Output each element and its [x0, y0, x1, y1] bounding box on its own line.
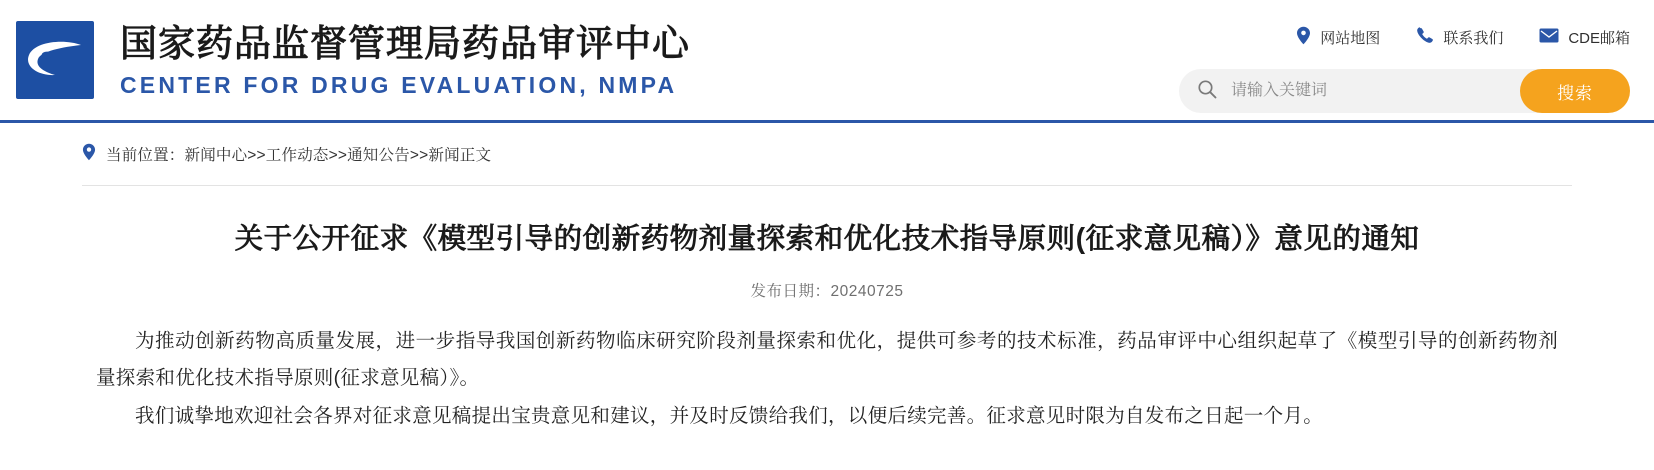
phone-icon: [1416, 26, 1434, 48]
page-title: 关于公开征求《模型引导的创新药物剂量探索和优化技术指导原则(征求意见稿）》意见的通知: [234, 223, 1420, 255]
site-title-block: [120, 21, 690, 98]
site-header: [0, 0, 1654, 123]
toplink-label: 网站地图: [1320, 29, 1381, 47]
site-title-cn: 国家药品监督管理局药品审评中心: [120, 23, 690, 65]
cde-swoosh-logo-icon[interactable]: [16, 21, 94, 99]
article: [0, 218, 1654, 435]
toplink-label: 联系我们: [1443, 29, 1504, 47]
breadcrumb: [0, 123, 1654, 185]
toplink-contact[interactable]: [1416, 26, 1503, 48]
toplink-sitemap[interactable]: [1296, 26, 1380, 49]
mail-icon: [1539, 28, 1559, 47]
search-button[interactable]: 搜索: [1520, 69, 1630, 113]
article-paragraph: 为推动创新药物高质量发展，进一步指导我国创新药物临床研究阶段剂量探索和优化，提供可参考的技术标准，药品审评中心组织起草了《模型引导的创新药物剂量探索和优化技术指导原则(征求意见稿）》。: [96, 329, 1558, 390]
search-input-wrap[interactable]: [1179, 69, 1542, 113]
top-links: [1130, 0, 1630, 66]
search-bar: [1130, 68, 1630, 114]
breadcrumb-divider: [82, 185, 1572, 186]
swoosh-icon: [25, 41, 85, 79]
article-paragraph: 我们诚挚地欢迎社会各界对征求意见稿提出宝贵意见和建议，并及时反馈给我们，以便后续完善。征求意见时限为自发布之日起一个月。: [135, 404, 1324, 427]
search-input[interactable]: [1229, 81, 1513, 101]
location-pin-icon: [1296, 26, 1311, 49]
location-pin-icon: [82, 143, 96, 166]
article-body: [96, 323, 1558, 435]
search-icon: [1197, 79, 1217, 104]
toplink-email[interactable]: [1539, 27, 1630, 48]
publish-date: 发布日期：20240725: [750, 282, 904, 300]
site-title-en: CENTER FOR DRUG EVALUATION, NMPA: [120, 71, 678, 98]
breadcrumb-text[interactable]: 当前位置：新闻中心>>工作动态>>通知公告>>新闻正文: [106, 147, 492, 164]
header-right: [1130, 0, 1630, 120]
toplink-label: CDE邮箱: [1568, 29, 1630, 47]
